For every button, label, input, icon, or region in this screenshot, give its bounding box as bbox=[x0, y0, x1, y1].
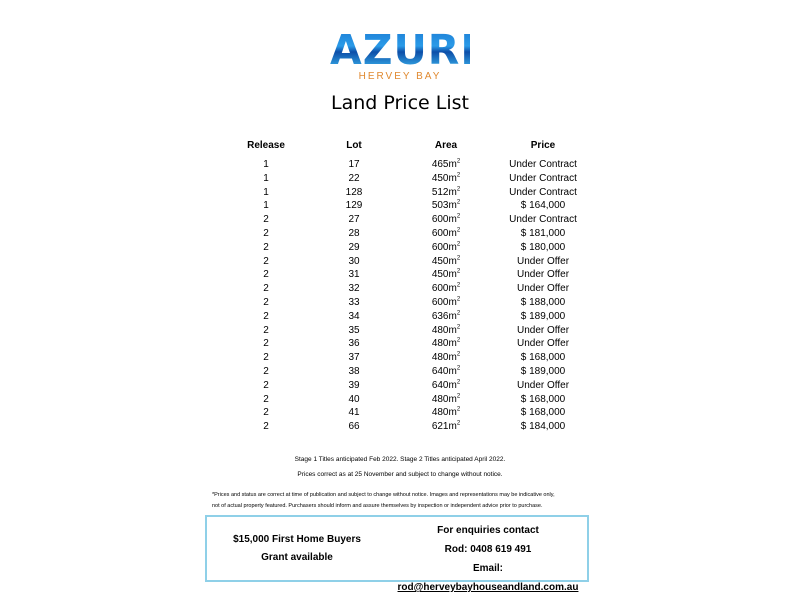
cell-release bbox=[230, 324, 302, 338]
cell-release-text: 2 bbox=[263, 365, 269, 377]
table-row bbox=[230, 172, 600, 186]
contact-email bbox=[383, 559, 593, 597]
table-row bbox=[230, 213, 600, 227]
cell-area bbox=[406, 268, 486, 282]
cell-lot bbox=[302, 337, 406, 351]
area-unit-superscript: 2 bbox=[456, 365, 461, 372]
cell-area bbox=[406, 199, 486, 213]
contact-details bbox=[383, 521, 593, 597]
area-unit-superscript: 2 bbox=[456, 200, 461, 207]
cell-release bbox=[230, 337, 302, 351]
cell-lot-text: 129 bbox=[345, 200, 363, 212]
titles-note: Stage 1 Titles anticipated Feb 2022. Stage 2 Titles anticipated April 2022. bbox=[294, 456, 506, 463]
area-unit-superscript: 2 bbox=[456, 255, 461, 262]
cell-price bbox=[486, 199, 600, 213]
cell-lot-text: 28 bbox=[348, 227, 360, 239]
cell-area-text: 480m bbox=[431, 393, 457, 405]
cell-lot bbox=[302, 268, 406, 282]
area-unit-superscript: 2 bbox=[456, 227, 461, 234]
cell-lot bbox=[302, 227, 406, 241]
cell-release-text: 2 bbox=[263, 269, 269, 281]
cell-area-text: 503m bbox=[431, 200, 457, 212]
cell-price-text: Under Offer bbox=[516, 324, 570, 336]
area-unit-superscript: 2 bbox=[456, 310, 461, 317]
cell-release-text: 2 bbox=[263, 352, 269, 364]
cell-price bbox=[486, 172, 600, 186]
cell-price-text: Under Offer bbox=[516, 283, 570, 295]
cell-area-text: 636m bbox=[431, 310, 457, 322]
cell-release-text: 2 bbox=[263, 324, 269, 336]
table-row bbox=[230, 365, 600, 379]
area-unit-superscript: 2 bbox=[456, 282, 461, 289]
promo-line: Grant available bbox=[261, 552, 333, 563]
cell-price bbox=[486, 241, 600, 255]
cell-price bbox=[486, 227, 600, 241]
contact-heading: For enquiries contact bbox=[437, 525, 539, 536]
table-row bbox=[230, 296, 600, 310]
cell-area bbox=[406, 420, 486, 434]
area-unit-superscript: 2 bbox=[456, 269, 461, 276]
contact-box bbox=[205, 515, 589, 593]
cell-price-text: $ 184,000 bbox=[520, 421, 566, 433]
email-label: Email: bbox=[472, 563, 503, 574]
cell-release-text: 2 bbox=[263, 214, 269, 226]
cell-price-text: Under Offer bbox=[516, 255, 570, 267]
cell-price-text: $ 180,000 bbox=[520, 241, 566, 253]
cell-release-text: 2 bbox=[263, 379, 269, 391]
cell-area bbox=[406, 227, 486, 241]
cell-area bbox=[406, 351, 486, 365]
table-row bbox=[230, 282, 600, 296]
cell-area-text: 450m bbox=[431, 255, 457, 267]
cell-lot bbox=[302, 172, 406, 186]
cell-lot-text: 37 bbox=[348, 352, 360, 364]
cell-lot-text: 30 bbox=[348, 255, 360, 267]
cell-release bbox=[230, 255, 302, 269]
cell-price bbox=[486, 365, 600, 379]
cell-lot-text: 27 bbox=[348, 214, 360, 226]
cell-price-text: $ 188,000 bbox=[520, 296, 566, 308]
cell-price-text: Under Contract bbox=[509, 172, 577, 184]
cell-lot bbox=[302, 282, 406, 296]
cell-area-text: 480m bbox=[431, 407, 457, 419]
cell-price bbox=[486, 158, 600, 172]
cell-price bbox=[486, 337, 600, 351]
cell-area bbox=[406, 365, 486, 379]
table-row bbox=[230, 351, 600, 365]
table-row bbox=[230, 379, 600, 393]
cell-lot-text: 40 bbox=[348, 393, 360, 405]
cell-area bbox=[406, 255, 486, 269]
cell-lot-text: 29 bbox=[348, 241, 360, 253]
cell-release-text: 2 bbox=[263, 338, 269, 350]
cell-area-text: 600m bbox=[431, 283, 457, 295]
table-body bbox=[230, 158, 600, 434]
cell-lot-text: 41 bbox=[348, 407, 360, 419]
cell-area bbox=[406, 282, 486, 296]
cell-price-text: $ 168,000 bbox=[520, 393, 566, 405]
cell-area bbox=[406, 393, 486, 407]
cell-price bbox=[486, 379, 600, 393]
table-row bbox=[230, 310, 600, 324]
cell-release bbox=[230, 406, 302, 420]
table-row bbox=[230, 420, 600, 434]
cell-price-text: Under Offer bbox=[516, 379, 570, 391]
cell-lot bbox=[302, 379, 406, 393]
cell-release bbox=[230, 158, 302, 172]
cell-area bbox=[406, 186, 486, 200]
column-release: Release bbox=[247, 140, 285, 151]
column-area: Area bbox=[434, 140, 458, 151]
area-unit-superscript: 2 bbox=[456, 213, 461, 220]
cell-lot-text: 66 bbox=[348, 421, 360, 433]
cell-area bbox=[406, 324, 486, 338]
cell-area bbox=[406, 406, 486, 420]
cell-release bbox=[230, 199, 302, 213]
area-unit-superscript: 2 bbox=[456, 158, 461, 165]
disclaimer-line: *Prices and status are correct at time of publication and subject to change without notice. Images and representations may be indicative only, bbox=[212, 492, 555, 498]
area-unit-superscript: 2 bbox=[456, 420, 461, 427]
cell-lot-text: 32 bbox=[348, 283, 360, 295]
cell-price-text: Under Contract bbox=[509, 186, 577, 198]
area-unit-superscript: 2 bbox=[456, 379, 461, 386]
cell-price bbox=[486, 268, 600, 282]
table-row bbox=[230, 324, 600, 338]
cell-area-text: 600m bbox=[431, 296, 457, 308]
cell-area-text: 450m bbox=[431, 172, 457, 184]
price-table bbox=[230, 139, 600, 434]
cell-price bbox=[486, 324, 600, 338]
cell-lot bbox=[302, 420, 406, 434]
area-unit-superscript: 2 bbox=[456, 407, 461, 414]
promo-text bbox=[207, 531, 387, 567]
cell-lot-text: 38 bbox=[348, 365, 360, 377]
cell-lot bbox=[302, 186, 406, 200]
cell-release bbox=[230, 268, 302, 282]
area-unit-superscript: 2 bbox=[456, 351, 461, 358]
cell-lot-text: 31 bbox=[348, 269, 360, 281]
cell-price-text: $ 164,000 bbox=[520, 200, 566, 212]
cell-area bbox=[406, 158, 486, 172]
cell-release bbox=[230, 227, 302, 241]
cell-lot bbox=[302, 213, 406, 227]
cell-area bbox=[406, 241, 486, 255]
area-unit-superscript: 2 bbox=[456, 241, 461, 248]
cell-release bbox=[230, 365, 302, 379]
cell-area bbox=[406, 337, 486, 351]
cell-price bbox=[486, 186, 600, 200]
cell-release bbox=[230, 379, 302, 393]
cell-lot bbox=[302, 406, 406, 420]
area-unit-superscript: 2 bbox=[456, 324, 461, 331]
cell-release-text: 1 bbox=[263, 159, 269, 170]
cell-lot-text: 35 bbox=[348, 324, 360, 336]
cell-lot-text: 39 bbox=[348, 379, 360, 391]
cell-release bbox=[230, 241, 302, 255]
cell-price bbox=[486, 351, 600, 365]
cell-area-text: 621m bbox=[431, 421, 457, 433]
cell-release bbox=[230, 186, 302, 200]
cell-release bbox=[230, 393, 302, 407]
cell-release bbox=[230, 351, 302, 365]
logo-location: HERVEY BAY bbox=[358, 71, 442, 82]
area-unit-superscript: 2 bbox=[456, 393, 461, 400]
cell-release bbox=[230, 172, 302, 186]
promo-line: $15,000 First Home Buyers bbox=[233, 534, 361, 545]
table-row bbox=[230, 268, 600, 282]
cell-area-text: 480m bbox=[431, 324, 457, 336]
cell-price bbox=[486, 393, 600, 407]
cell-area bbox=[406, 310, 486, 324]
cell-release-text: 2 bbox=[263, 283, 269, 295]
cell-area bbox=[406, 379, 486, 393]
table-row bbox=[230, 227, 600, 241]
cell-lot-text: 36 bbox=[348, 338, 360, 350]
cell-lot bbox=[302, 351, 406, 365]
table-row bbox=[230, 241, 600, 255]
table-row bbox=[230, 337, 600, 351]
cell-release-text: 1 bbox=[263, 200, 269, 212]
column-price: Price bbox=[530, 140, 556, 151]
cell-lot-text: 17 bbox=[348, 159, 360, 170]
column-lot: Lot bbox=[346, 140, 362, 151]
cell-lot-text: 34 bbox=[348, 310, 360, 322]
cell-release-text: 1 bbox=[263, 186, 269, 198]
page-title: Land Price List bbox=[331, 92, 469, 114]
area-unit-superscript: 2 bbox=[456, 338, 461, 345]
contact-phone: Rod: 0408 619 491 bbox=[444, 544, 532, 555]
cell-price bbox=[486, 406, 600, 420]
table-row bbox=[230, 158, 600, 172]
cell-lot bbox=[302, 296, 406, 310]
cell-lot-text: 22 bbox=[348, 172, 360, 184]
cell-area-text: 465m bbox=[431, 159, 457, 170]
table-header bbox=[230, 139, 600, 153]
cell-release-text: 2 bbox=[263, 310, 269, 322]
cell-price-text: $ 189,000 bbox=[520, 365, 566, 377]
azure-logo bbox=[330, 26, 490, 82]
table-row bbox=[230, 393, 600, 407]
cell-release bbox=[230, 296, 302, 310]
cell-lot bbox=[302, 158, 406, 172]
cell-release bbox=[230, 310, 302, 324]
cell-price bbox=[486, 420, 600, 434]
cell-release-text: 2 bbox=[263, 241, 269, 253]
disclaimer-line: not of actual property featured. Purchasers should inform and assure themselves by inspection or independent advice prior to purchase. bbox=[212, 503, 543, 509]
cell-lot bbox=[302, 241, 406, 255]
cell-release-text: 2 bbox=[263, 296, 269, 308]
cell-price bbox=[486, 255, 600, 269]
cell-lot bbox=[302, 393, 406, 407]
cell-release-text: 1 bbox=[263, 172, 269, 184]
table-row bbox=[230, 255, 600, 269]
cell-area-text: 600m bbox=[431, 214, 457, 226]
cell-release bbox=[230, 420, 302, 434]
logo-wordmark: AZURE bbox=[330, 26, 490, 74]
cell-price-text: Under Offer bbox=[516, 338, 570, 350]
cell-price-text: $ 181,000 bbox=[520, 227, 566, 239]
cell-area-text: 512m bbox=[431, 186, 457, 198]
table-row bbox=[230, 186, 600, 200]
cell-lot bbox=[302, 199, 406, 213]
area-unit-superscript: 2 bbox=[456, 172, 461, 179]
cell-price-text: Under Offer bbox=[516, 269, 570, 281]
cell-release bbox=[230, 213, 302, 227]
cell-area-text: 600m bbox=[431, 241, 457, 253]
cell-area bbox=[406, 296, 486, 310]
cell-price bbox=[486, 213, 600, 227]
cell-release-text: 2 bbox=[263, 255, 269, 267]
cell-area-text: 600m bbox=[431, 227, 457, 239]
cell-release-text: 2 bbox=[263, 393, 269, 405]
cell-price-text: Under Contract bbox=[509, 214, 577, 226]
cell-area-text: 480m bbox=[431, 338, 457, 350]
cell-release-text: 2 bbox=[263, 407, 269, 419]
prices-note: Prices correct as at 25 November and subject to change without notice. bbox=[297, 471, 503, 478]
cell-lot-text: 128 bbox=[345, 186, 363, 198]
cell-price-text: $ 168,000 bbox=[520, 352, 566, 364]
cell-area-text: 640m bbox=[431, 379, 457, 391]
cell-area bbox=[406, 213, 486, 227]
cell-price bbox=[486, 296, 600, 310]
cell-price bbox=[486, 310, 600, 324]
cell-release bbox=[230, 282, 302, 296]
cell-area bbox=[406, 172, 486, 186]
cell-price-text: $ 168,000 bbox=[520, 407, 566, 419]
cell-area-text: 640m bbox=[431, 365, 457, 377]
cell-lot bbox=[302, 255, 406, 269]
disclaimer bbox=[212, 490, 602, 512]
cell-area-text: 450m bbox=[431, 269, 457, 281]
area-unit-superscript: 2 bbox=[456, 296, 461, 303]
cell-price-text: $ 189,000 bbox=[520, 310, 566, 322]
cell-release-text: 2 bbox=[263, 421, 269, 433]
area-unit-superscript: 2 bbox=[456, 186, 461, 193]
cell-price-text: Under Contract bbox=[509, 159, 577, 170]
email-link[interactable]: rod@herveybayhouseandland.com.au bbox=[397, 582, 579, 593]
table-row bbox=[230, 199, 600, 213]
cell-lot-text: 33 bbox=[348, 296, 360, 308]
cell-release-text: 2 bbox=[263, 227, 269, 239]
cell-area-text: 480m bbox=[431, 352, 457, 364]
cell-lot bbox=[302, 365, 406, 379]
table-row bbox=[230, 406, 600, 420]
cell-lot bbox=[302, 324, 406, 338]
cell-price bbox=[486, 282, 600, 296]
cell-lot bbox=[302, 310, 406, 324]
